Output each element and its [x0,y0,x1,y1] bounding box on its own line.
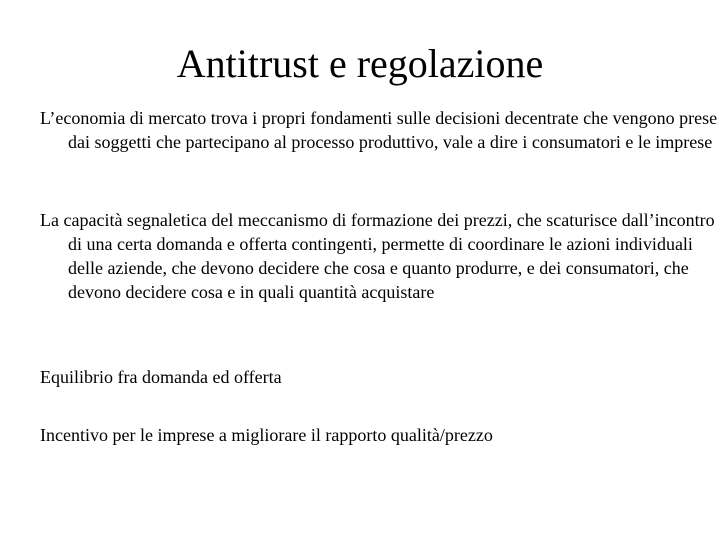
slide-title: Antitrust e regolazione [176,41,544,86]
paragraph-equilibrium: Equilibrio fra domanda ed offerta [40,367,282,387]
paragraph-market-economy: L’economia di mercato trova i propri fondamenti sulle decisioni decentrate che vengono prese dai soggetti che partecipano al processo produttivo, vale a dire i consumatori e le imprese [40,108,718,152]
paragraph-incentive: Incentivo per le imprese a migliorare il rapporto qualità/prezzo [40,425,493,445]
paragraph-price-signaling: La capacità segnaletica del meccanismo di formazione dei prezzi, che scaturisce dall’incontro di una certa domanda e offerta contingenti, permette di coordinare le azioni individuali delle aziende, che devono decidere che cosa e quanto produrre, e dei consumatori, che devono decidere cosa e in quali quantità acquistare [40,210,715,302]
